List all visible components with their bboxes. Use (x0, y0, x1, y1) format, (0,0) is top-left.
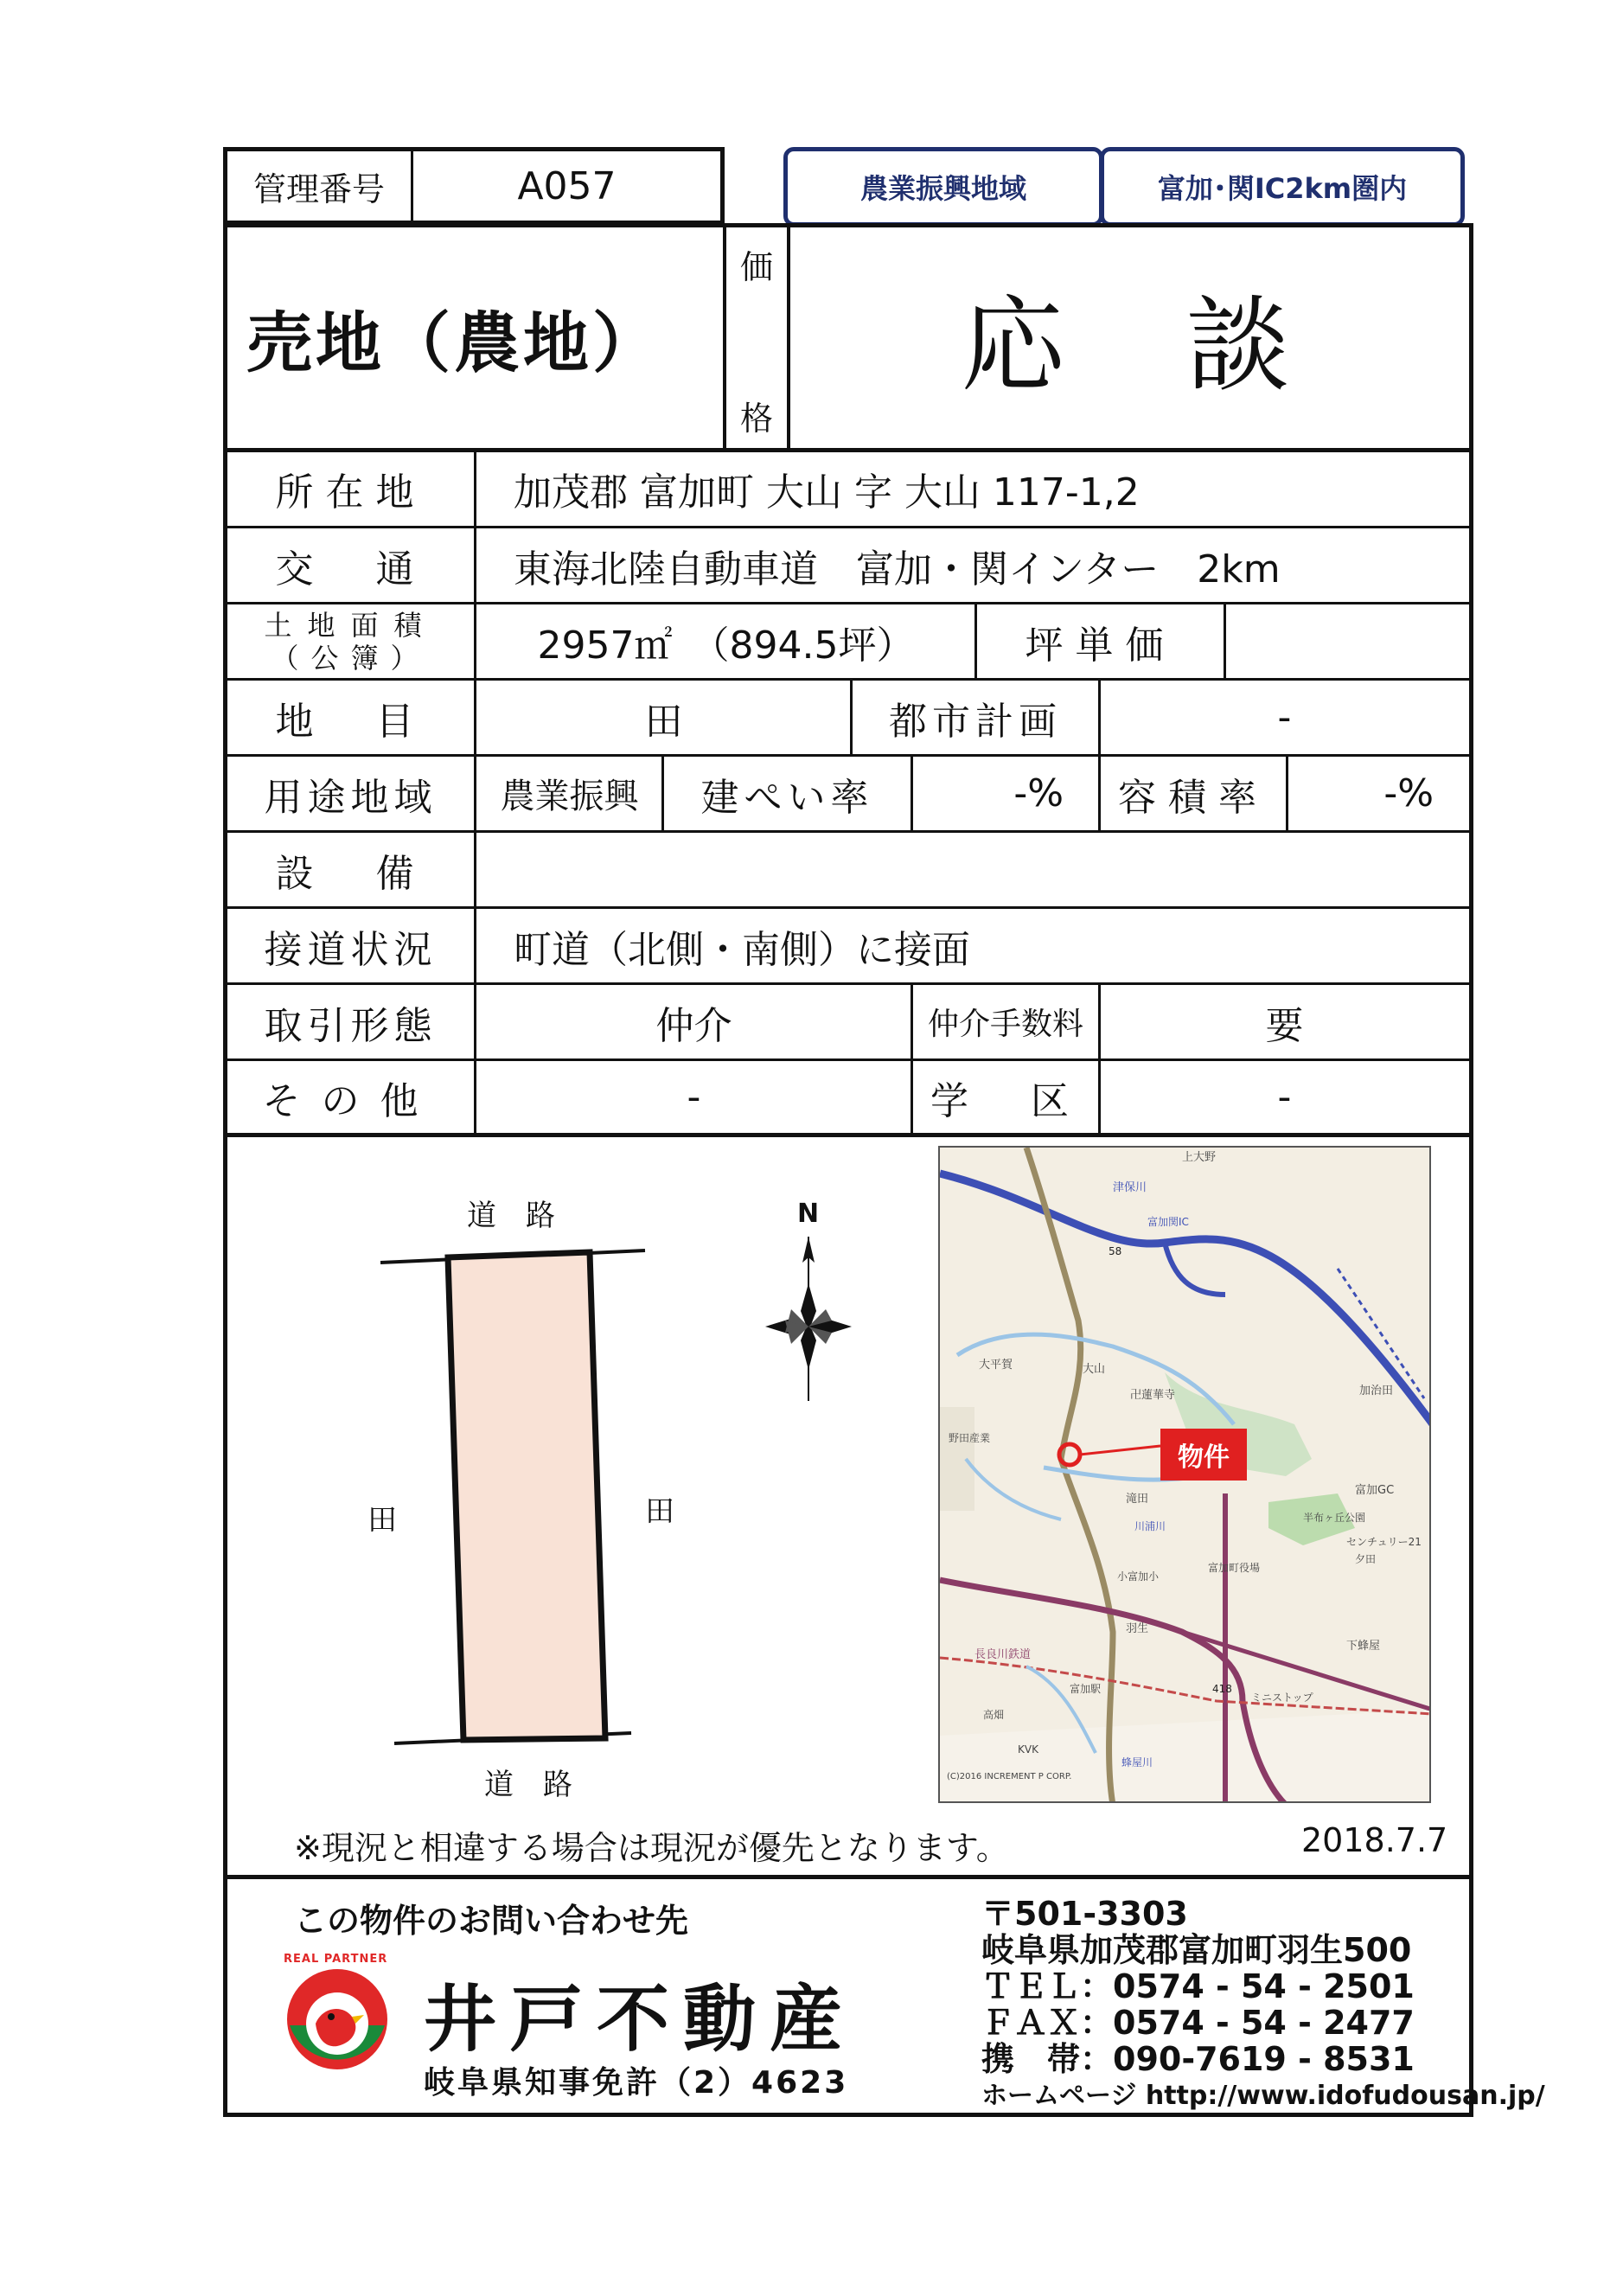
homepage-link[interactable]: ホームページ http://www.idofudousan.jp/ (981, 2081, 1545, 2111)
svg-text:加治田: 加治田 (1359, 1385, 1394, 1397)
field-right-label: 田 (645, 1494, 674, 1529)
transaction-value: 仲介 (655, 1003, 732, 1048)
listing-title: 売地（農地） (246, 304, 661, 381)
svg-text:川浦川: 川浦川 (1134, 1520, 1166, 1532)
company-logo (281, 1963, 393, 2075)
zoning-value: 農業振興 (500, 777, 639, 816)
city-plan-label: 都市計画 (889, 699, 1062, 744)
plot-diagram (346, 1202, 692, 1790)
svg-text:KVK: KVK (1018, 1743, 1038, 1756)
location-map (938, 1146, 1431, 1803)
svg-text:津保川: 津保川 (1113, 1181, 1147, 1194)
road-top-label: 道 路 (467, 1199, 555, 1233)
other-label: その他 (262, 1078, 439, 1123)
svg-text:58: 58 (1109, 1245, 1122, 1257)
mobile: 携 帯：090-7619 - 8531 (981, 2040, 1415, 2078)
plot-parcel (448, 1252, 605, 1740)
badge-agri-zone: 農業振興地域 (783, 147, 1103, 227)
svg-text:ミニストップ: ミニストップ (1251, 1692, 1313, 1704)
svg-text:富加駅: 富加駅 (1070, 1683, 1102, 1695)
road-value: 町道（北側・南側）に接面 (514, 927, 970, 972)
road-label: 接道状況 (264, 927, 438, 972)
category-label: 地 目 (275, 699, 426, 744)
mgmt-label: 管理番号 (252, 169, 385, 208)
inquiry-heading: この物件のお問い合わせ先 (294, 1902, 689, 1940)
school-value: - (1277, 1075, 1292, 1119)
location-value: 加茂郡 富加町 大山 字 大山 117-1,2 (514, 470, 1140, 515)
school-label: 学 区 (930, 1078, 1081, 1123)
svg-text:長良川鉄道: 長良川鉄道 (974, 1648, 1032, 1661)
price-value: 応 談 (961, 286, 1299, 406)
area-value: 2957㎡ （894.5坪） (537, 623, 915, 668)
svg-text:滝田: 滝田 (1126, 1493, 1149, 1506)
svg-text:上大野: 上大野 (1182, 1151, 1217, 1164)
zoning-label: 用途地域 (264, 775, 438, 820)
price-label-1: 価 (739, 247, 773, 286)
area-label-1: 土地面積 (264, 608, 438, 642)
other-value: - (687, 1075, 701, 1119)
badge-ic-distance: 富加･関IC2km圏内 (1100, 147, 1465, 227)
area-label-2: （公簿） (271, 641, 431, 675)
fee-label: 仲介手数料 (927, 1007, 1083, 1042)
svg-text:富加GC: 富加GC (1355, 1484, 1395, 1497)
category-value: 田 (644, 699, 683, 744)
location-label: 所在地 (275, 470, 426, 515)
svg-text:小富加小: 小富加小 (1117, 1570, 1160, 1583)
svg-text:センチュリー21: センチュリー21 (1346, 1536, 1422, 1548)
north-label: N (797, 1199, 820, 1229)
svg-text:高畑: 高畑 (983, 1709, 1005, 1721)
transit-value: 東海北陸自動車道 富加・関インター 2km (514, 547, 1281, 592)
mgmt-value: A057 (517, 163, 617, 208)
date: 2018.7.7 (1301, 1821, 1448, 1859)
svg-text:羽生: 羽生 (1126, 1622, 1149, 1635)
company-name: 井戸不動産 (424, 1977, 857, 2062)
disclaimer: ※現況と相違する場合は現況が優先となります。 (294, 1829, 1009, 1867)
price-label-2: 格 (739, 399, 773, 438)
svg-text:卍蓮華寺: 卍蓮華寺 (1130, 1389, 1176, 1402)
svg-text:富加関IC: 富加関IC (1147, 1216, 1189, 1228)
fee-value: 要 (1265, 1003, 1304, 1048)
address: 岐阜県加茂郡富加町羽生500 (981, 1931, 1412, 1969)
far-value: -% (1383, 771, 1434, 815)
fax: ＦＡＸ：0574 - 54 - 2477 (981, 2004, 1415, 2042)
svg-text:418: 418 (1212, 1683, 1232, 1695)
coverage-value: -% (1013, 771, 1064, 815)
logo-text: REAL PARTNER (284, 1953, 388, 1966)
svg-text:蜂屋川: 蜂屋川 (1121, 1756, 1153, 1768)
zip: 〒501-3303 (981, 1895, 1188, 1933)
facility-label: 設 備 (275, 851, 426, 896)
compass-icon (761, 1228, 856, 1410)
unit-price-label: 坪単価 (1025, 623, 1176, 668)
svg-text:夕田: 夕田 (1355, 1553, 1377, 1565)
license: 岐阜県知事免許（2）4623 (424, 2065, 849, 2101)
svg-text:富加町役場: 富加町役場 (1208, 1562, 1261, 1574)
tel: ＴＥＬ：0574 - 54 - 2501 (981, 1967, 1415, 2005)
svg-text:大山: 大山 (1083, 1363, 1106, 1376)
svg-text:半布ヶ丘公園: 半布ヶ丘公園 (1303, 1512, 1366, 1524)
unit-price-value (1226, 604, 1468, 678)
svg-text:下蜂屋: 下蜂屋 (1346, 1640, 1381, 1653)
svg-text:(C)2016 INCREMENT P CORP.: (C)2016 INCREMENT P CORP. (947, 1772, 1072, 1781)
svg-text:大平賀: 大平賀 (979, 1359, 1013, 1372)
coverage-label: 建ぺい率 (700, 775, 874, 820)
city-plan-value: - (1277, 695, 1292, 739)
map-marker-label: 物件 (1160, 1429, 1247, 1481)
far-label: 容積率 (1118, 775, 1268, 820)
transit-label: 交 通 (275, 547, 426, 592)
field-left-label: 田 (367, 1503, 397, 1538)
facility-value (477, 833, 1463, 906)
road-bottom-label: 道 路 (484, 1768, 572, 1802)
svg-text:野田産業: 野田産業 (949, 1432, 991, 1444)
transaction-label: 取引形態 (264, 1003, 438, 1048)
